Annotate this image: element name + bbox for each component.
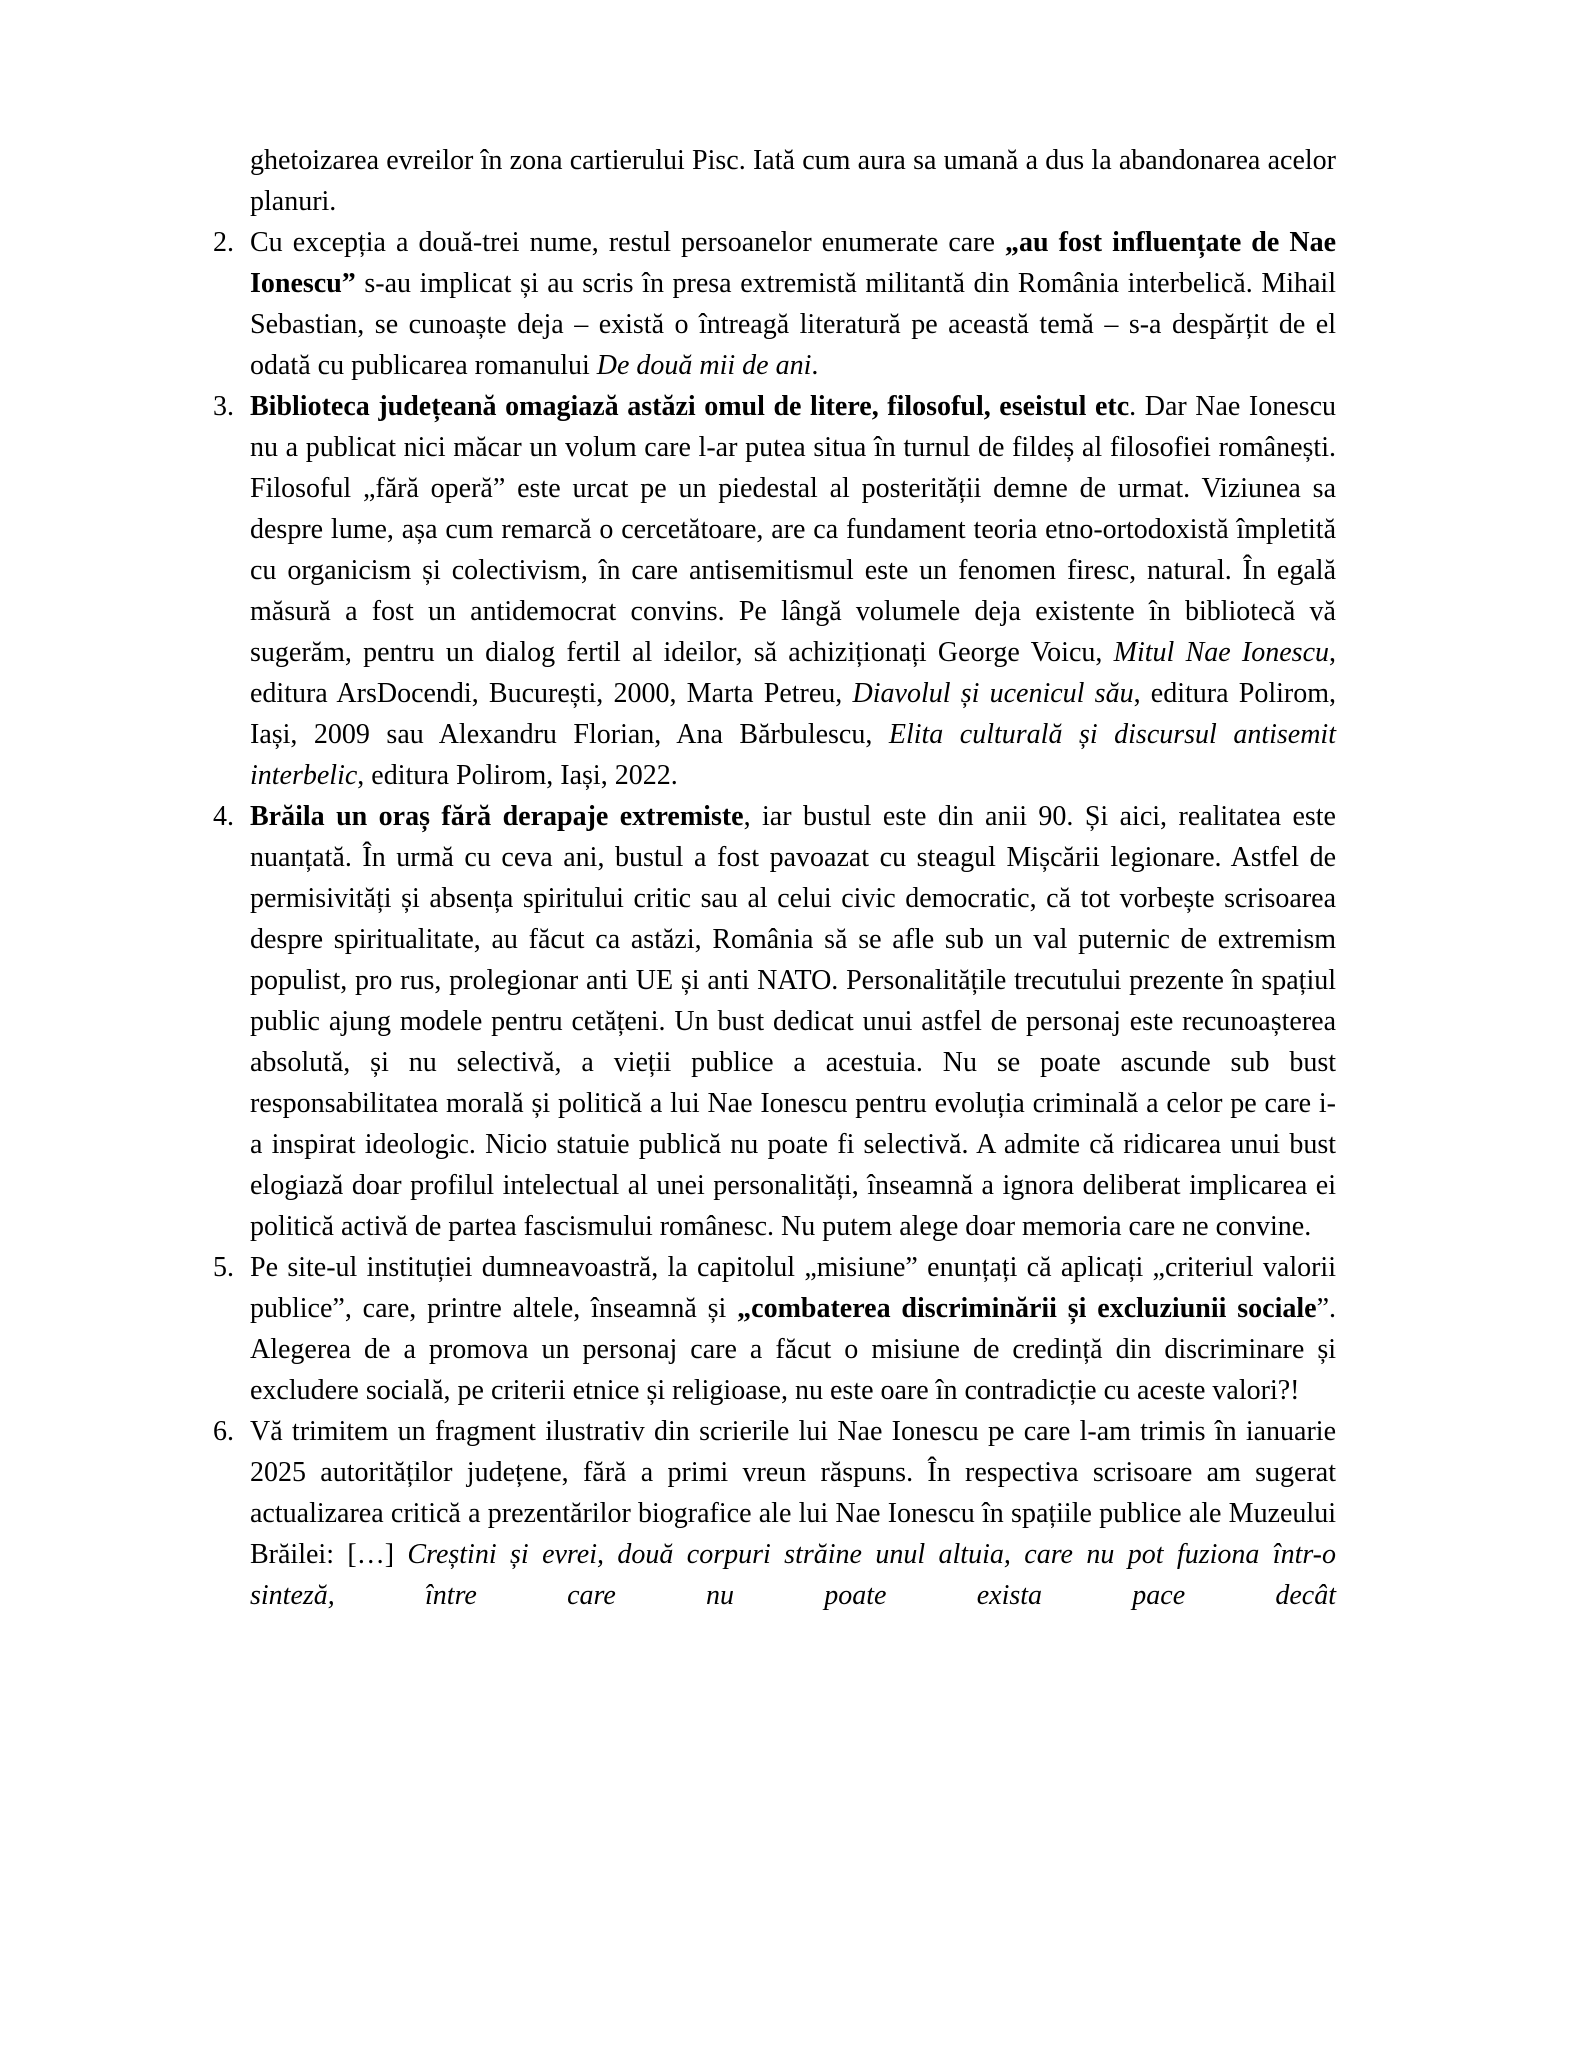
text-block: [213, 140, 1337, 1616]
list-item-6: [213, 1411, 1337, 1616]
text-run: De două mii de ani: [596, 350, 812, 381]
text-run: ”. Alegerea de a promova un personaj care a făcut o misiune de credință din discriminare și excludere socială, pe criterii etnice și religioase, nu este oare în contradicție cu aceste valori?!: [250, 1293, 1336, 1406]
list-item-text: [250, 386, 1336, 796]
text-run: Cu excepția a două-trei nume, restul persoanelor enumerate care: [250, 227, 1005, 258]
text-run: Elita culturală și discursul antisemit interbelic: [250, 719, 1336, 791]
list-item-3: [213, 386, 1337, 796]
text-run: Brăila un oraș fără derapaje extremiste: [250, 801, 744, 832]
list-item-number: 3.: [213, 391, 234, 422]
text-run: , editura Polirom, Iași, 2009 sau Alexandru Florian, Ana Bărbulescu,: [250, 678, 1336, 750]
continuation-paragraph: [250, 140, 1336, 222]
text-run: ghetoizarea evreilor în zona cartierului Pisc. Iată cum aura sa umană a dus la abandonarea acelor planuri.: [250, 145, 1336, 217]
text-run: , editura ArsDocendi, București, 2000, Marta Petreu,: [250, 637, 1337, 709]
list-item-2: [213, 222, 1336, 386]
text-run: . Dar Nae Ionescu nu a publicat nici măcar un volum care l-ar putea situa în turnul de fildeș al filosofiei românești. Filosoful „fără operă” este urcat pe un piedestal al posterității demne de urmat. Viziunea sa despre lume, așa cum remarcă o cercetătoare, are ca fundament teoria etno-ortodoxistă împletită cu organicism și colectivism, în care antisemitismul este un fenomen firesc, natural. În egală măsură a fost un antidemocrat convins. Pe lângă volumele deja existente în bibliotecă vă sugerăm, pentru un dialog fertil al ideilor, să achiziționați George Voicu,: [250, 391, 1336, 668]
text-run: Vă trimitem un fragment ilustrativ din scrierile lui Nae Ionescu pe care l-am trimis în ianuarie 2025 autorităților județene, fără a primi vreun răspuns. În respectiva scrisoare am sugerat actualizarea critică a prezentărilor biografice ale lui Nae Ionescu în spațiile publice ale Muzeului Brăilei: […]: [250, 1416, 1336, 1570]
text-run: , iar bustul este din anii 90. Și aici, realitatea este nuanțată. În urmă cu ceva ani, bustul a fost pavoazat cu steagul Mișcării legionare. Astfel de permisivități și absența spiritului critic sau al celui civic democratic, că tot vorbește scrisoarea despre spiritualitate, au făcut ca astăzi, România să se afle sub un val puternic de extremism populist, pro rus, prolegionar anti UE și anti NATO. Personalitățile trecutului prezente în spațiul public ajung modele pentru cetățeni. Un bust dedicat unui astfel de personaj este recunoașterea absolută, și nu selectivă, a vieții publice a acestuia. Nu se poate ascunde sub bust responsabilitatea morală și politică a lui Nae Ionescu pentru evoluția criminală a celor pe care i-a inspirat ideologic. Nicio statuie publică nu poate fi selectivă. A admite că ridicarea unui bust elogiază doar profilul intelectual al unei personalități, înseamnă a ignora deliberat implicarea ei politică activă de partea fascismului românesc. Nu putem alege doar memoria care ne convine.: [250, 801, 1336, 1242]
list-item-4: [213, 796, 1336, 1247]
list-item-number: 4.: [213, 801, 234, 832]
text-run: „combaterea discriminării și excluziunii sociale: [737, 1293, 1317, 1324]
text-run: s-au implicat și au scris în presa extremistă militantă din România interbelică. Mihail Sebastian, se cunoaște deja – există o întreagă literatură pe această temă – s-a despărțit de el odată cu publicarea romanului: [250, 268, 1336, 381]
list-item-number: 2.: [213, 227, 234, 258]
text-run: Diavolul și ucenicul său: [852, 678, 1134, 709]
text-run: Mitul Nae Ionescu: [1113, 637, 1330, 668]
list-item-text: [250, 796, 1336, 1247]
list-item-5: [213, 1247, 1336, 1411]
list-item-text: [250, 1247, 1336, 1411]
text-run: .: [811, 350, 819, 381]
list-item-number: 6.: [213, 1416, 234, 1447]
text-run: Creștini și evrei, două corpuri străine unul altuia, care nu pot fuziona într-o sinteză, între care nu poate exista pace decât: [250, 1539, 1337, 1611]
list-item-text: [250, 1411, 1336, 1616]
text-run: , editura Polirom, Iași, 2022.: [357, 760, 678, 791]
text-run: Biblioteca județeană omagiază astăzi omul de litere, filosoful, eseistul etc: [250, 391, 1130, 422]
text-run: Pe site-ul instituției dumneavoastră, la capitolul „misiune” enunțați că aplicați „criteriul valorii publice”, care, printre altele, înseamnă și: [250, 1252, 1336, 1324]
list-item-number: 5.: [213, 1252, 234, 1283]
list-item-text: [250, 222, 1336, 386]
text-run: „au fost influențate de Nae Ionescu”: [250, 227, 1336, 299]
